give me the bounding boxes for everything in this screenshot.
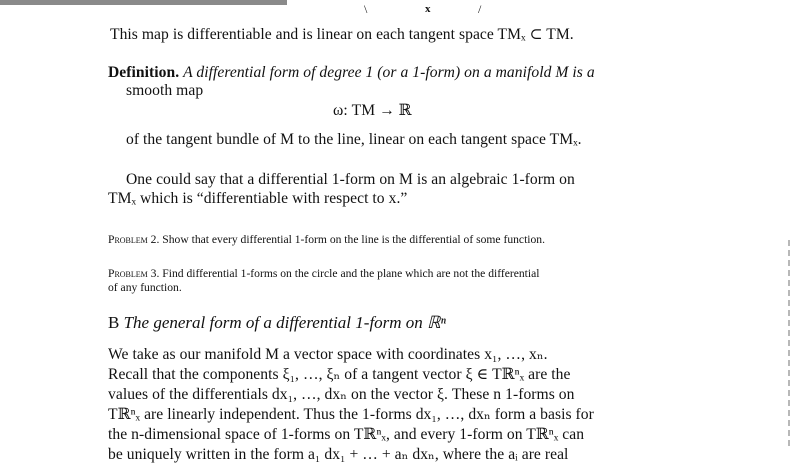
section-letter: B [108, 313, 120, 332]
paragraph-line-3: values of the differentials dx₁, …, dxₙ on the vector ξ. These n 1-forms on [108, 386, 575, 403]
definition-label: Definition. [108, 64, 180, 81]
definition-text-continued: smooth map [126, 82, 204, 99]
paragraph-line-1: We take as our manifold M a vector space with coordinates x₁, …, xₙ. [108, 346, 548, 363]
map-statement-line: This map is differentiable and is linear on each tangent space TMₓ ⊂ TM. [110, 26, 574, 43]
definition-heading [108, 64, 595, 82]
section-title: The general form of a differential 1-form on ℝⁿ [123, 313, 446, 332]
top-fragment-2: x [425, 3, 431, 15]
definition-formula: ω: TM → ℝ [333, 102, 412, 119]
problem-3-label: Problem 3. [108, 267, 160, 280]
problem-2-text: Show that every differential 1-form on the line is the differential of some function. [162, 233, 545, 246]
problem-3-text-continued: of any function. [108, 281, 182, 294]
paragraph-line-4: Tℝⁿₓ are linearly independent. Thus the 1-forms dx₁, …, dxₙ form a basis for [108, 406, 594, 423]
page-edge-shadow [788, 240, 790, 450]
paragraph-line-5: the n-dimensional space of 1-forms on Tℝⁿₓ, and every 1-form on Tℝⁿₓ can [108, 426, 585, 443]
problem-2-label: Problem 2. [108, 233, 160, 246]
paragraph-line-6: be uniquely written in the form a₁ dx₁ + … + aₙ dxₙ, where the aᵢ are real [108, 446, 569, 463]
paragraph-line-2: Recall that the components ξ₁, …, ξₙ of a tangent vector ξ ∈ Tℝⁿₓ are the [108, 366, 571, 383]
problem-2 [108, 233, 545, 246]
definition-text: A differential form of degree 1 (or a 1-form) on a manifold M is a [183, 64, 595, 81]
tangent-bundle-line: of the tangent bundle of M to the line, linear on each tangent space TMₓ. [126, 131, 582, 148]
top-fragment-1: \ [364, 2, 368, 16]
section-heading [108, 313, 446, 333]
top-fragment-3: / [478, 2, 482, 16]
problem-3 [108, 267, 540, 280]
remark-line-1: One could say that a differential 1-form on M is an algebraic 1-form on [126, 171, 575, 188]
top-scan-bar [0, 0, 287, 5]
remark-line-2: TMₓ which is “differentiable with respect to x.” [108, 190, 408, 207]
problem-3-text: Find differential 1-forms on the circle and the plane which are not the differential [162, 267, 540, 280]
